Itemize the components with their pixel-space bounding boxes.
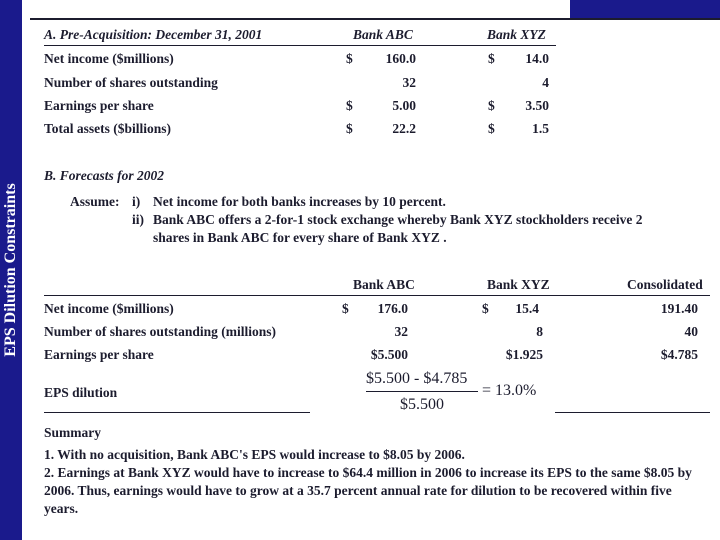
corner-decoration (570, 0, 720, 18)
row-label: Total assets ($billions) (44, 121, 172, 136)
assume-ii-number: ii) (132, 212, 144, 227)
currency-symbol: $ (342, 301, 349, 316)
assume-ii-text-line2: shares in Bank ABC for every share of Bank XYZ . (153, 230, 447, 245)
section-b-rule (44, 295, 710, 296)
row-label: Earnings per share (44, 98, 154, 113)
xyz-value: 4 (542, 75, 549, 90)
sidebar-title: EPS Dilution Constraints (2, 183, 19, 357)
abc-value: 176.0 (377, 301, 408, 316)
currency-symbol: $ (346, 121, 353, 136)
dilution-right-rule (555, 412, 710, 413)
assume-i-number: i) (132, 194, 141, 209)
row-label: Net income ($millions) (44, 301, 174, 316)
section-b-col-consolidated: Consolidated (627, 277, 703, 292)
dilution-left-rule (44, 412, 310, 413)
section-a-col-abc: Bank ABC (353, 27, 413, 42)
section-b-col-xyz: Bank XYZ (487, 277, 550, 292)
currency-symbol: $ (482, 301, 489, 316)
assume-ii-text-line1: Bank ABC offers a 2-for-1 stock exchange whereby Bank XYZ stockholders receive 2 (153, 212, 643, 227)
consolidated-value: $4.785 (660, 347, 698, 362)
assume-i-text: Net income for both banks increases by 10 percent. (153, 194, 446, 209)
summary-heading: Summary (44, 425, 101, 440)
formula-numerator: $5.500 - $4.785 (366, 370, 468, 387)
xyz-value: 3.50 (525, 98, 549, 113)
currency-symbol: $ (488, 51, 495, 66)
top-rule (30, 18, 720, 20)
assume-label: Assume: (70, 194, 120, 209)
sidebar (0, 0, 22, 540)
summary-point-1: 1. With no acquisition, Bank ABC's EPS would increase to $8.05 by 2006. (44, 447, 465, 462)
xyz-value: 14.0 (525, 51, 549, 66)
currency-symbol: $ (488, 98, 495, 113)
section-b-heading: B. Forecasts for 2002 (44, 168, 165, 183)
section-b-col-abc: Bank ABC (353, 277, 415, 292)
abc-value: 32 (402, 75, 416, 90)
consolidated-value: 40 (684, 324, 698, 339)
summary-point-2: 2. Earnings at Bank XYZ would have to increase to $64.4 million in 2006 to increase its EPS to the same $8.05 by 2006. Thus, earnings would have to grow at a 35.7 percent annual rate for dilution to be recovered within five years. (44, 465, 692, 516)
abc-value: 5.00 (392, 98, 416, 113)
consolidated-value: 191.40 (660, 301, 698, 316)
currency-symbol: $ (346, 98, 353, 113)
section-a-rule (44, 45, 556, 46)
abc-value: 22.2 (392, 121, 416, 136)
section-a-heading: A. Pre-Acquisition: December 31, 2001 (44, 27, 263, 42)
row-label: Number of shares outstanding (millions) (44, 324, 277, 339)
row-label: Number of shares outstanding (44, 75, 218, 90)
formula-denominator: $5.500 (400, 396, 444, 413)
section-a-col-xyz: Bank XYZ (487, 27, 546, 42)
currency-symbol: $ (488, 121, 495, 136)
abc-value: 160.0 (385, 51, 416, 66)
eps-dilution-label: EPS dilution (44, 385, 118, 400)
xyz-value: $1.925 (505, 347, 543, 362)
abc-value: $5.500 (370, 347, 408, 362)
row-label: Net income ($millions) (44, 51, 174, 66)
currency-symbol: $ (346, 51, 353, 66)
xyz-value: 1.5 (532, 121, 549, 136)
row-label: Earnings per share (44, 347, 154, 362)
abc-value: 32 (394, 324, 408, 339)
fraction-bar (366, 391, 478, 392)
xyz-value: 8 (536, 324, 543, 339)
formula-result: = 13.0% (482, 382, 537, 399)
xyz-value: 15.4 (515, 301, 539, 316)
